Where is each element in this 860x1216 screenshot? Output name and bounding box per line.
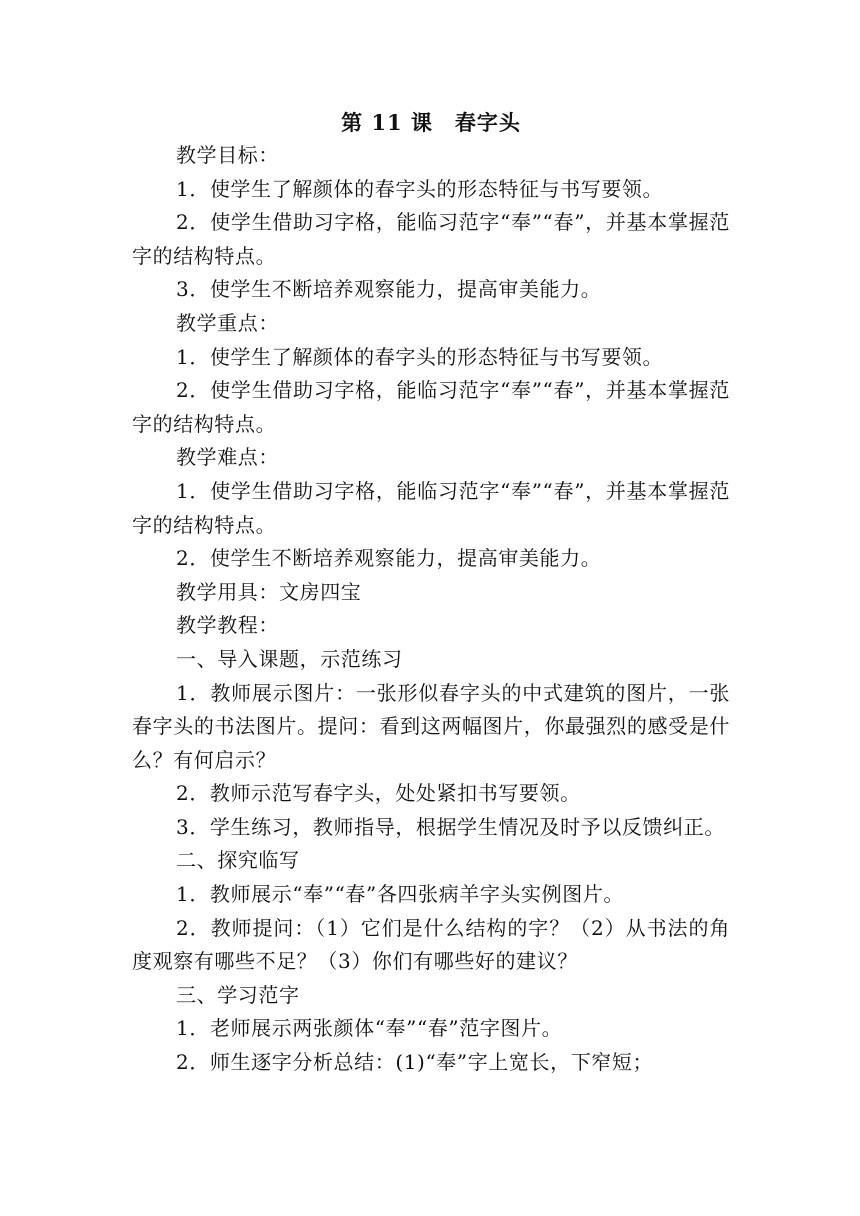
process-part-2-heading: 二、探究临写 — [176, 848, 300, 873]
process-part-3-step-2: 2．师生逐字分析总结：(1)“奉”字上宽长，下窄短； — [176, 1050, 654, 1075]
process-part-3-step-1: 1．老师展示两张颜体“奉”“春”范字图片。 — [176, 1016, 563, 1041]
process-part-2-step-2: 2．教师提问：（1）它们是什么结构的字？（2）从书法的角度观察有哪些不足？（3）你们有哪些好的建议？ — [132, 915, 730, 974]
objective-item-2: 2．使学生借助习字格，能临习范字“奉”“春”，并基本掌握范字的结构特点。 — [132, 210, 730, 268]
section-heading-difficulties: 教学难点： — [176, 445, 279, 470]
key-point-item-1: 1．使学生了解颜体的春字头的形态特征与书写要领。 — [176, 344, 664, 369]
difficulty-item-1: 1．使学生借助习字格，能临习范字“奉”“春”，并基本掌握范字的结构特点。 — [132, 478, 730, 537]
key-point-item-2: 2．使学生借助习字格，能临习范字“奉”“春”，并基本掌握范字的结构特点。 — [132, 378, 730, 436]
section-heading-objectives: 教学目标： — [176, 143, 279, 167]
process-part-1-heading: 一、导入课题，示范练习 — [176, 646, 403, 671]
process-part-1-step-2: 2．教师示范写春字头，处处紧扣书写要领。 — [176, 781, 581, 806]
process-part-1-step-1: 1．教师展示图片：一张形似春字头的中式建筑的图片，一张春字头的书法图片。提问：看到这两幅图片，你最强烈的感受是什么？有何启示？ — [132, 680, 730, 772]
document-body — [132, 106, 730, 1080]
section-heading-key-points: 教学重点： — [176, 310, 279, 335]
section-heading-process: 教学教程： — [176, 613, 279, 638]
difficulty-item-2: 2．使学生不断培养观察能力，提高审美能力。 — [176, 546, 602, 571]
objective-item-1: 1．使学生了解颜体的春字头的形态特征与书写要领。 — [176, 176, 664, 201]
process-part-2-step-1: 1．教师展示“奉”“春”各四张病羊字头实例图片。 — [176, 882, 625, 907]
lesson-title: 第 11 课 春字头 — [341, 110, 521, 135]
process-part-3-heading: 三、学习范字 — [176, 982, 300, 1007]
objective-item-3: 3．使学生不断培养观察能力，提高审美能力。 — [176, 277, 602, 302]
process-part-1-step-3: 3．学生练习，教师指导，根据学生情况及时予以反馈纠正。 — [176, 814, 725, 839]
teaching-tools: 教学用具：文房四宝 — [176, 579, 362, 604]
